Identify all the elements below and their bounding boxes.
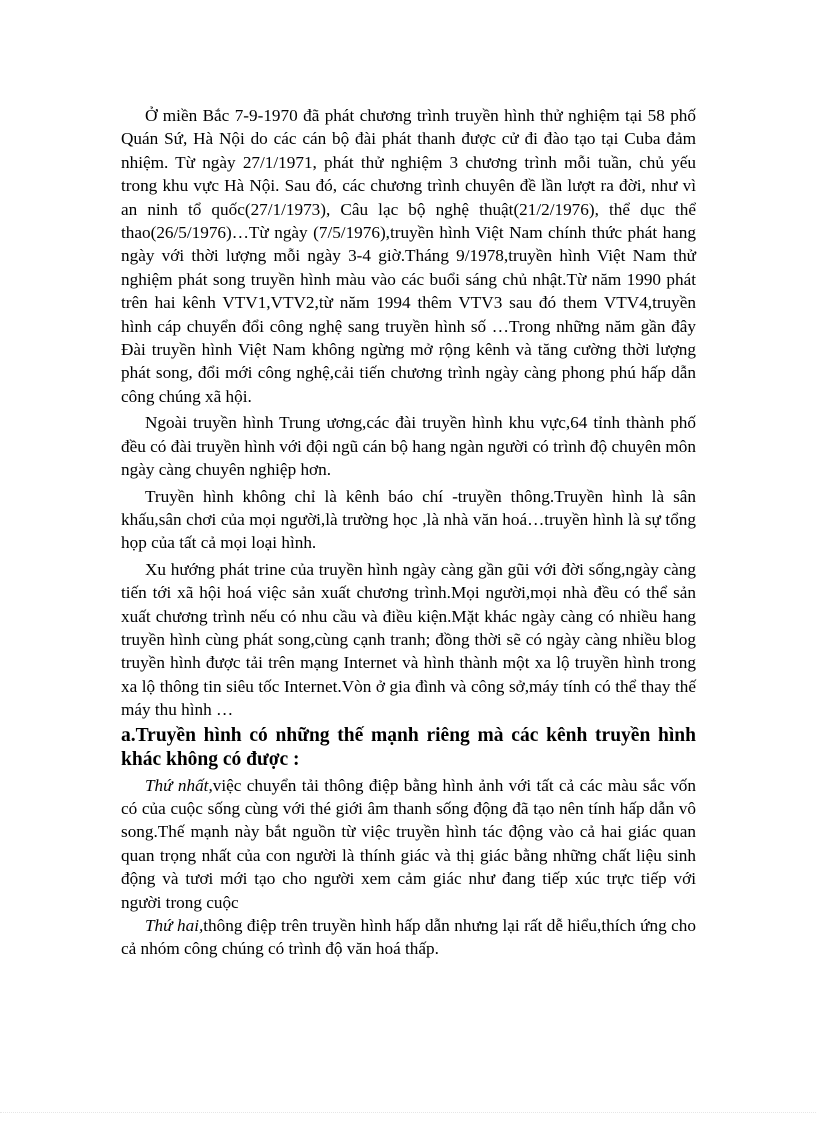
point-first [121,774,696,914]
paragraph-history: Ở miền Bắc 7-9-1970 đã phát chương trình truyền hình thử nghiệm tại 58 phố Quán Sứ, Hà Nội do các cán bộ đài phát thanh được cử đi đào tạo tại Cuba đảm nhiệm. Từ ngày 27/1/1971, phát thử nghiệm 3 chương trình mỗi tuần, chủ yếu trong khu vực Hà Nội. Sau đó, các chương trình chuyên đề lần lượt ra đời, như vì an ninh tổ quốc(27/1/1973), Câu lạc bộ nghệ thuật(21/2/1976), thể dục thể thao(26/5/1976)…Từ ngày (7/5/1976),truyền hình Việt Nam chính thức phát hang ngày với thời lượng mỗi ngày 3-4 giờ.Tháng 9/1978,truyền hình Việt Nam thử nghiệm phát song truyền hình màu vào các buổi sáng chủ nhật.Từ năm 1990 phát trên hai kênh VTV1,VTV2,từ năm 1994 thêm VTV3 sau đó them VTV4,truyền hình cáp chuyển đổi công nghệ sang truyền hình số …Trong những năm gần đây Đài truyền hình Việt Nam không ngừng mở rộng kênh và tăng cường thời lượng phát song, đổi mới công nghệ,cải tiến chương trình ngày càng phong phú hấp dẫn công chúng xã hội. [121,106,696,406]
point-first-text: việc chuyển tải thông điệp bằng hình ảnh với tất cả các màu sắc vốn có của cuộc sống cùng với thé giới âm thanh sống động đã tạo nên tính hấp dẫn vô song.Thế mạnh này bắt nguồn từ việc truyền hình tác động vào cả hai giác quan quan trọng nhất của con người là thính giác và thị giác bằng những chất liệu sinh động và tươi mới tạo cho người xem cảm giác như đang tiếp xúc trực tiếp với người trong cuộc [121,775,696,912]
point-second-text: thông điệp trên truyền hình hấp dẫn nhưng lại rất dễ hiểu,thích ứng cho cả nhóm công chúng có trình độ văn hoá thấp. [121,916,696,959]
document-body [121,104,696,961]
paragraph-role: Truyền hình không chỉ là kênh báo chí -truyền thông.Truyền hình là sân khấu,sân chơi của mọi người,là trường học ,là nhà văn hoá…truyền hình là sự tổng họp của tất cả mọi loại hình. [121,486,696,553]
page-bottom-border [0,1112,816,1113]
point-first-lead: Thứ nhất, [145,775,213,795]
point-second [121,914,696,961]
section-heading: a.Truyền hình có những thế mạnh riêng mà các kênh truyền hình khác không có được : [121,724,696,770]
paragraph-trend: Xu hướng phát trine của truyền hình ngày càng gần gũi với đời sống,ngày càng tiến tới xã hội hoá việc sản xuất chương trình.Mọi người,mọi nhà đều có thể sản xuất chương trình nếu có nhu cầu và điều kiện.Mặt khác ngày càng có nhiều hang truyền hình cùng phát song,cùng cạnh tranh; đồng thời sẽ có ngày càng nhiều blog truyền hình được tải trên mạng Internet và hình thành một xa lộ truyền hình trong xa lộ thông tin siêu tốc Internet.Vòn ở gia đình và công sở,máy tính có thể thay thế máy thu hình … [121,559,696,720]
paragraph-local-stations: Ngoài truyền hình Trung ương,các đài truyền hình khu vực,64 tỉnh thành phố đều có đài truyền hình với đội ngũ cán bộ hang ngàn người có trình độ chuyên môn ngày càng chuyên nghiệp hơn. [121,413,696,480]
point-second-lead: Thứ hai, [145,916,204,935]
